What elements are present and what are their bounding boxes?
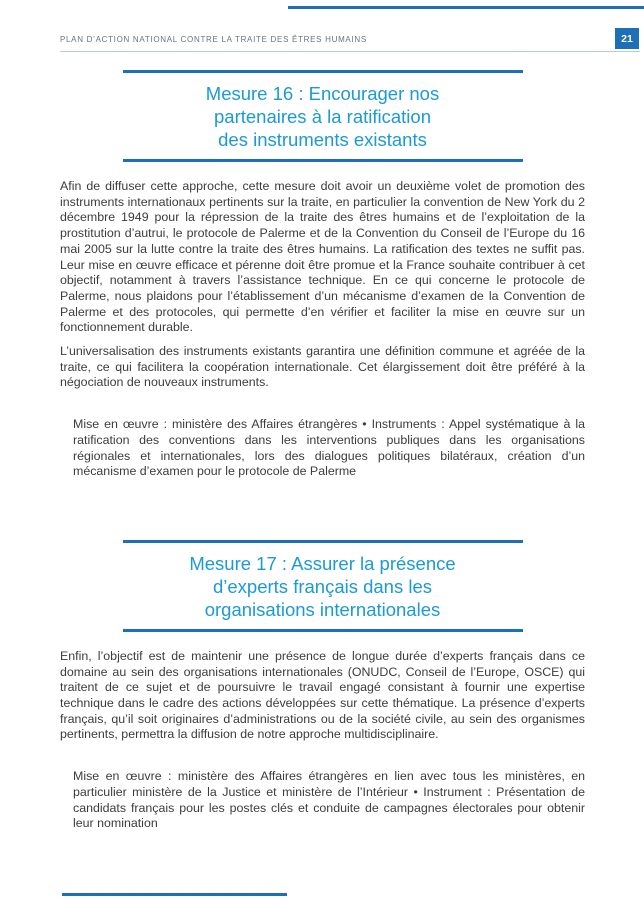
page-number-badge: 21 xyxy=(615,28,639,49)
measure-17-title-block xyxy=(123,540,523,632)
measure-16-title-rule-bottom xyxy=(123,159,523,162)
measure-17-section xyxy=(60,540,585,832)
measure-17-title xyxy=(123,543,523,629)
measure-16-title xyxy=(123,73,523,159)
measure-17-implementation-note: Mise en œuvre : ministère des Affaires étrangères en lien avec tous les ministères, en particulier ministère de la Justice et ministère de l’Intérieur • Instrument : Présentation de candidats français pour les postes clés et conduite de campagnes électorales pour obtenir leur nomination xyxy=(73,769,585,831)
page-content xyxy=(60,70,585,832)
measure-17-title-line-1: Mesure 17 : Assurer la présence xyxy=(189,552,456,574)
measure-17-title-line-3: organisations internationales xyxy=(204,598,441,620)
measure-17-paragraph-1: Enfin, l’objectif est de maintenir une présence de longue durée d’experts français dans ce domaine au sein des organisations internationales (ONUDC, Conseil de l’Europe, OSCE) qui traitent de ce sujet et de poursuivre le travail engagé consistant à fournir une expertise technique dans le cadre des actions développées sur cette thématique. La présence d’experts français, qu’il soit originaires d’administrations ou de la société civile, au sein des organismes pertinents, permettra la diffusion de notre approche multidisciplinaire. xyxy=(60,648,585,742)
bottom-accent-bar xyxy=(62,893,287,896)
top-accent-bar xyxy=(288,6,644,9)
measure-16-title-line-3: des instruments existants xyxy=(218,129,427,150)
measure-16-paragraph-1: Afin de diffuser cette approche, cette mesure doit avoir un deuxième volet de promotion des instruments internationaux pertinents sur la traite, en particulier la convention de New York du 2 décembre 1949 pour la répression de la traite des êtres humains et de l’exploitation de la prostitution d’autrui, le protocole de Palerme et de la Convention du Conseil de l’Europe du 16 mai 2005 sur la lutte contre la traite des êtres humains. La ratification des textes ne suffit pas. Leur mise en œuvre efficace et pérenne doit être promue et la France souhaite contribuer à cet objectif, notamment à travers l’assistance technique. En ce qui concerne le protocole de Palerme, nous plaidons pour l’établissement d’un mécanisme d’examen de la Convention de Palerme et des protocoles, qui permette d’en vérifier et faciliter la mise en œuvre sur un fonctionnement durable. xyxy=(60,179,585,335)
measure-16-implementation-note: Mise en œuvre : ministère des Affaires étrangères • Instruments : Appel systématique à la ratification des conventions dans les interventions publiques dans les organisations régionales et internationales, lors des dialogues politiques bilatéraux, création d’un mécanisme d’examen pour le protocole de Palerme xyxy=(73,417,585,479)
measure-16-section xyxy=(60,70,585,480)
measure-16-title-block xyxy=(123,70,523,162)
header-divider xyxy=(60,51,640,52)
measure-16-paragraph-2: L’universalisation des instruments existants garantira une définition commune et agréée de la traite, ce qui facilitera la coopération internationale. Cet élargissement doit être préféré à la négociation de nouveaux instruments. xyxy=(60,344,585,390)
measure-16-title-line-1: Mesure 16 : Encourager nos xyxy=(205,83,440,104)
measure-17-title-rule-bottom xyxy=(123,629,523,632)
measure-17-title-line-2: d’experts français dans les xyxy=(212,575,433,597)
measure-16-title-line-2: partenaires à la ratification xyxy=(214,106,431,127)
running-header-title: PLAN D’ACTION NATIONAL CONTRE LA TRAITE DES ÊTRES HUMAINS xyxy=(60,35,367,44)
